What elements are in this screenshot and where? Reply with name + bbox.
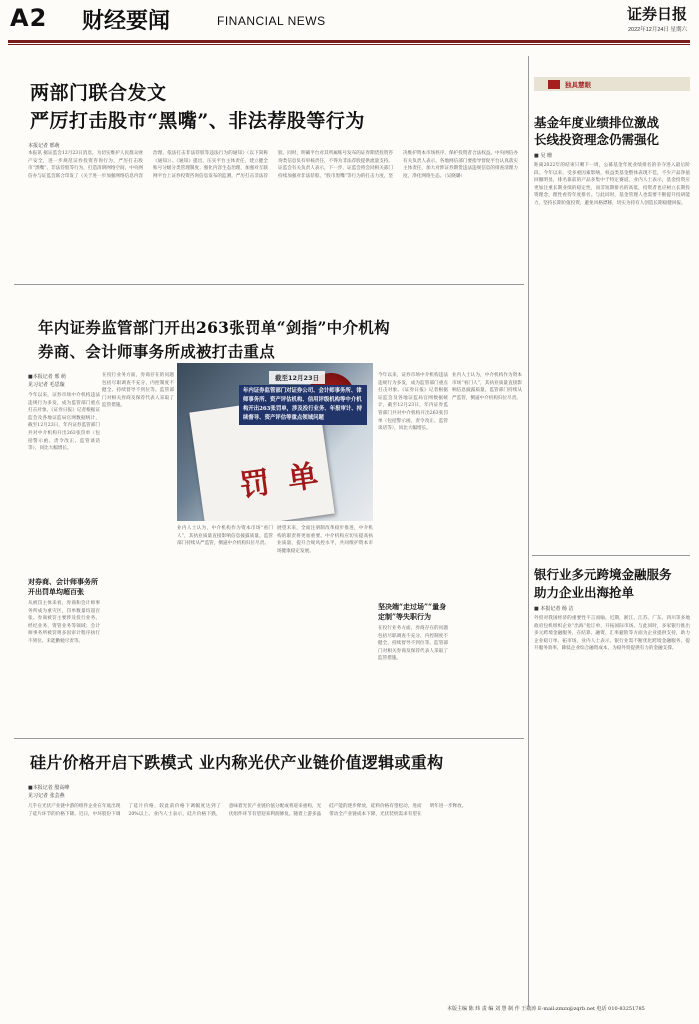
middle-headline-line2: 券商、会计师事务所成被打击重点 (38, 342, 276, 361)
masthead-rule-thin (8, 44, 690, 45)
sidebar-story1-headline-line2: 长线投资理念仍需强化 (534, 132, 660, 147)
section-divider-2 (14, 738, 524, 739)
bottom-headline: 硅片价格开启下跌模式 业内称光伏产业链价值逻辑或重构 (30, 753, 444, 772)
section-title-english: FINANCIAL NEWS (217, 14, 326, 28)
section-divider (14, 284, 524, 285)
bottom-byline-line1: ■本报记者 殷高峰 (28, 785, 70, 791)
middle-headline-line1: 年内证券监管部门开出263张罚单“剑指”中介机构 (38, 318, 390, 337)
lead-headline-line2: 严厉打击股市“黑嘴”、非法荐股等行为 (30, 110, 365, 132)
sidebar-story2-headline-line1: 银行业多元跨境金融服务 (534, 567, 672, 582)
sidebar-story2-headline-line2: 助力企业出海抢单 (534, 585, 635, 600)
sidebar-tag-label: 独具慧眼 (565, 81, 591, 89)
page-footer: 本版主编 陈 炜 责 编 刘 慧 制 作 王敬涛 E-mail:zmzx@zqrb.net 电话 010-83251785 (447, 1006, 645, 1012)
middle-body-col6: 业内人士认为，中介机构作为资本市场“看门人”，其执业质量直接影响信息披露质量。监管部门持续从严监管，倒逼中介机构归位尽责。 (452, 373, 522, 401)
middle-body-col5: 今年以来，证券市场中介机构违法违规行为多发，成为监管部门重点打击对象。《证券日报》记者根据证监会及各地证监局官网数据统计，截至12月23日，年内证券监管部门共对中介机构开出263张罚单（包括警示函、责令改正、监管谈话等），同比大幅增长。 (378, 373, 448, 432)
penalty-ticket-text: 罚 单 (237, 457, 325, 505)
middle-body-col4: 展望未来，全面注册制改革稳步推进，中介机构的职责将更加重要。中介机构应切实提高执业质量，提升合规风控水平，共同维护资本市场健康稳定发展。 (277, 526, 373, 554)
issue-date: 2022年12月24日 星期六 (628, 27, 687, 33)
middle-subhead1: 对券商、会计师事务所开出罚单均超百张 (28, 577, 98, 596)
bottom-body: 几乎在光伏产业链中游的组件企业在年底出现了硅片环节的价格下降。近日，中环股份下调了硅片价格，较此前价格下调幅度达到了20%以上。业内人士表示，硅片价格下跌，意味着光伏产业链价值分配或将迎来重构，光伏组件环节有望迎来利润修复。随着上游多晶硅产能的逐步释放，硅料价格有望松动，进而带动全产业链成本下降，光伏装机需求有望在明年进一步释放。 (28, 804, 467, 817)
sidebar-story1-headline-line1: 基金年度业绩排位激战 (534, 115, 660, 130)
sidebar-story1-byline: ■ 吴 珊 (534, 153, 552, 159)
middle-story-photo (177, 363, 373, 521)
lead-body: 本报讯 据证监会12月23日消息，为切实维护人民群众财产安全，进一步规范证券投资咨询行为，严厉打击股市“黑嘴”、非法荐股等行为，打造清朗网络空间，中央网信办与证监会联合印发了《关于进一步加强网络信息内容治理、依法打击非法荐股等违法行为的通知》（以下简称《通知》）。《通知》提出，压实平台主体责任，建立健全账号分级分类管理制度；强化内容生态治理，加强对互联网平台上证券投资咨询信息发布的监测，严厉打击非法荐股。同时，明确平台对其所属账号发布的证券期货投资咨询类信息负有审核责任，不得为非法荐股提供流量支持。证监会有关负责人表示，下一步，证监会将会同相关部门持续加强对非法荐股、“股市黑嘴”等行为的打击力度，坚决维护资本市场秩序，保护投资者合法权益。中央网信办有关负责人表示，各地网信部门要指导督促平台认真落实主体责任，加大对涉证券期货违法违规信息的排查清理力度，净化网络生态。（吴晓璐） (28, 151, 518, 179)
middle-body-col1b: 从被罚主体来看，券商和会计师事务所成为重灾区，罚单数量均超百张。券商被罚主要涉及投行业务、经纪业务、资管业务等领域；会计师事务所被罚则多因审计程序执行不到位、未能勤勉尽责等。 (28, 601, 100, 644)
middle-byline-line2: 见习记者 毛思璇 (28, 382, 65, 388)
sidebar-tag-icon (548, 80, 560, 89)
bottom-byline-line2: 见习记者 张芸燕 (28, 793, 65, 799)
sidebar-story2-body: 外贸对我国经济的重要性不言而喻。近期，浙江、江苏、广东、四川等多地政府包机组织企业“出海”抢订单，开拓国际市场。与此同时，多家银行推出多元跨境金融服务，在结算、融资、汇率避险等方面为企业提供支持，助力企业稳订单、拓市场。业内人士表示，银行业需不断优化跨境金融服务，提升服务效率，降低企业综合融资成本，为稳外贸提供有力的金融支撑。 (534, 616, 690, 652)
sidebar-story2-byline: ■ 本报记者 杨 洁 (534, 606, 574, 612)
masthead-rule (8, 40, 690, 43)
middle-body-col1: 今年以来，证券市场中介机构违法违规行为多发，成为监管部门重点打击对象。《证券日报》记者根据证监会及各地证监局官网数据统计，截至12月23日，年内证券监管部门共对中介机构开出263张罚单（包括警示函、责令改正、监管谈话等），同比大幅增长。 (28, 393, 100, 452)
middle-body-col2: 在投行业务方面，券商存在的问题包括尽职调查不充分、内控制度不健全、持续督导不到位等。监管部门对相关券商及保荐代表人采取了监管措施。 (102, 373, 174, 409)
page-number: A2 (10, 4, 48, 32)
photo-caption: 年内证券监管部门对证券公司、会计师事务所、律师事务所、资产评估机构、信用评级机构等中介机构开出263张罚单，涉及投行业务、年报审计、持续督导、资产评估等重点领域问题 (239, 385, 367, 425)
sidebar-divider (532, 555, 690, 556)
middle-body-col5b: 在投行业务方面，券商存在的问题包括尽职调查不充分、内控制度不健全、持续督导不到位等。监管部门对相关券商及保荐代表人采取了监管措施。 (378, 626, 448, 662)
sidebar-story1-body: 距离2022年的结束只剩下一周，公募基金年度业绩排名的争夺进入最后阶段。今年以来，受多重因素影响，权益类基金整体表现不佳，不少产品净值回撤明显，排名靠前的产品多集中于特定赛道。业内人士表示，基金投资应更加注重长期业绩的稳定性，而非短期排名的高低，投资者也应树立长期投资理念，理性看待年度排名。与此同时，基金管理人也需要不断提升投研能力，坚持长期价值投资，避免风格漂移，切实为持有人创造长期稳健回报。 (534, 163, 690, 206)
middle-subhead2: 坚决端“走过场”“量身定制”等失职行为 (378, 602, 447, 621)
newspaper-brand: 证券日报 (626, 5, 687, 23)
lead-headline-line1: 两部门联合发文 (30, 82, 167, 104)
section-title: 财经要闻 (82, 8, 171, 34)
lead-byline: 本报记者 邢萌 (28, 143, 60, 149)
photo-date-label: 截至12月23日 (269, 371, 325, 384)
column-divider (528, 56, 529, 1006)
middle-byline-line1: ■本报记者 邢 萌 (28, 374, 66, 380)
middle-body-col3: 业内人士认为，中介机构作为资本市场“看门人”，其执业质量直接影响信息披露质量。监管部门持续从严监管，倒逼中介机构归位尽责。 (177, 526, 273, 547)
